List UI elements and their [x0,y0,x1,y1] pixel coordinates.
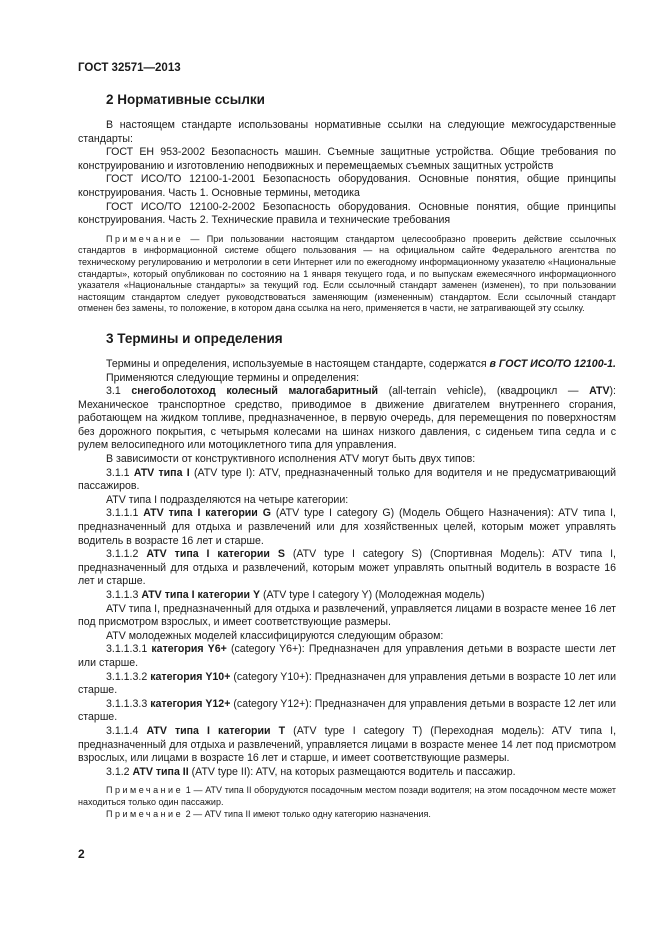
document-page [78,62,616,820]
term-3-1-1-3: 3.1.1.3 ATV типа I категории Y (ATV type I category Y) (Молодежная модель) [106,589,485,601]
section-3-heading: 3 Термины и определения [106,330,283,346]
note-text: 2 — ATV типа II имеют только одну категорию назначения. [183,808,431,819]
section-2-note [78,234,616,315]
normative-reference: ГОСТ ИСО/ТО 12100-2-2002 Безопасность оборудования. Основные понятия, общие принципы конструирования. Часть 2. Технические правила и технические требования [78,200,616,227]
section-3-intro: Термины и определения, используемые в настоящем стандарте, содержатся в ГОСТ ИСО/ТО 12100-1. [106,357,616,370]
term-3-1-1-4: 3.1.1.4 ATV типа I категории T (ATV type I category T) (Переходная модель): ATV типа I, предназначенный для отдыха и развлечений, управляется лицами в возрасте менее 14 лет под присмотром взрослых, или лицами в возрасте 16 лет и старше, и имеет соответствующие размеры. [78,724,617,765]
term-3-1-1-3-2: 3.1.1.3.2 категория Y10+ (category Y10+): Предназначен для управления детьми в возрасте 10 лет или старше. [78,670,617,697]
note-label: Примечание [106,808,184,819]
document-header: ГОСТ 32571—2013 [78,62,181,74]
term-3-1-1-1: 3.1.1.1 ATV типа I категории G (ATV type I category G) (Модель Общего Назначения): ATV типа I, предназначенный для отдыха и развлечений или для хозяйственных целей, которым может управлять водитель в возрасте 16 лет и старше. [78,507,617,547]
note-text: — При пользовании настоящим стандартом целесообразно проверить действие ссылочных стандартов в информационной системе общего пользования — на официальном сайте Федерального агентства по техническому регулированию и метрологии в сети Интернет или по ежегодному информационному указателю «Национальные стандарты», который опубликован по состоянию на 1 января текущего года, и по выпускам ежемесячного информационного указателя «Национальные стандарты» за текущий год. Если ссылочный стандарт заменен (изменен), то при пользовании настоящим стандартом следует руководствоваться заменяющим (измененным) стандартом. Если ссылочный стандарт отменен без замены, то положение, в котором дана ссылка на него, применяется в части, не затрагивающей эту ссылку. [78,233,616,314]
term-title: ATV типа II [132,765,189,778]
note-text: 1 — ATV типа II оборудуются посадочным местом позади водителя; на этом посадочном месте может находиться только один пассажир. [78,785,616,807]
section-3-note-1 [78,785,616,808]
section-2-heading: 2 Нормативные ссылки [106,92,265,107]
types-intro: В зависимости от конструктивного исполнения ATV могут быть двух типов: [106,453,476,466]
page-number: 2 [78,847,85,861]
term-title: категория Y6+ [151,643,227,656]
term-title: категория Y12+ [150,697,231,710]
term-3-1-1-3-3: 3.1.1.3.3 категория Y12+ (category Y12+): Предназначен для управления детьми в возрасте 12 лет или старше. [78,697,617,724]
term-3-1-2: 3.1.2 ATV типа II (ATV type II): ATV, на которых размещаются водитель и пассажир. [106,765,516,778]
term-title: снегоболотоход колесный малогабаритный [131,385,378,398]
term-title: ATV типа I категории T [146,724,286,737]
youth-classification-intro: ATV молодежных моделей классифицируются следующим образом: [106,629,444,642]
term-abbreviation: ATV [589,385,610,398]
term-title: ATV типа I категории Y [141,589,261,601]
reference-emphasis: в ГОСТ ИСО/ТО 12100-1. [489,357,616,370]
section-2-intro: В настоящем стандарте использованы нормативные ссылки на следующие межгосударственные стандарты: [78,119,616,145]
term-title: ATV типа I [133,466,190,479]
terms-intro: Применяются следующие термины и определения: [106,371,360,384]
categories-intro: ATV типа I подразделяются на четыре категории: [106,493,349,506]
term-3-1-1: 3.1.1 ATV типа I (ATV type I): ATV, предназначенный только для водителя и не предусматривающий пассажиров. [78,466,616,493]
note-label: Примечание [106,785,184,796]
normative-reference: ГОСТ ЕН 953-2002 Безопасность машин. Съемные защитные устройства. Общие требования по конструированию и изготовлению неподвижных и перемещаемых съемных защитных устройств [78,146,616,172]
term-3-1-1-2: 3.1.1.2 ATV типа I категории S (ATV type I category S) (Спортивная Модель): ATV типа I, предназначенный для отдыха и развлечений, которым может управлять опытный водитель в возрасте 16 лет и старше. [78,548,616,588]
term-title: категория Y10+ [150,670,231,683]
term-title: ATV типа I категории S [146,548,285,561]
term-3-1-1-3-1: 3.1.1.3.1 категория Y6+ (category Y6+): Предназначен для управления детьми в возрасте шести лет или старше. [78,643,616,669]
youth-description: ATV типа I, предназначенный для отдыха и развлечений, управляется лицами в возрасте менее 16 лет под присмотром взрослых, и имеет соответствующие размеры. [78,602,616,629]
section-3-note-2 [78,809,616,821]
term-title: ATV типа I категории G [143,507,271,520]
note-label: Примечание [106,233,184,244]
term-3-1: 3.1 снегоболотоход колесный малогабаритный (all-terrain vehicle), (квадроцикл — ATV): Механическое транспортное средство, приводимое в движение двигателем внутреннего сгорания, работающем на жидком топливе, предназначенное, в первую очередь, для перемещения по поверхностям без дорожного покрытия, с четырьмя колесами на шинах низкого давления, с сиденьем типа седла и с рулем велосипедного или мотоциклетного типа для управления. [78,385,617,452]
normative-reference: ГОСТ ИСО/ТО 12100-1-2001 Безопасность оборудования. Основные понятия, общие принципы конструирования. Часть 1. Основные термины, методика [78,173,616,199]
